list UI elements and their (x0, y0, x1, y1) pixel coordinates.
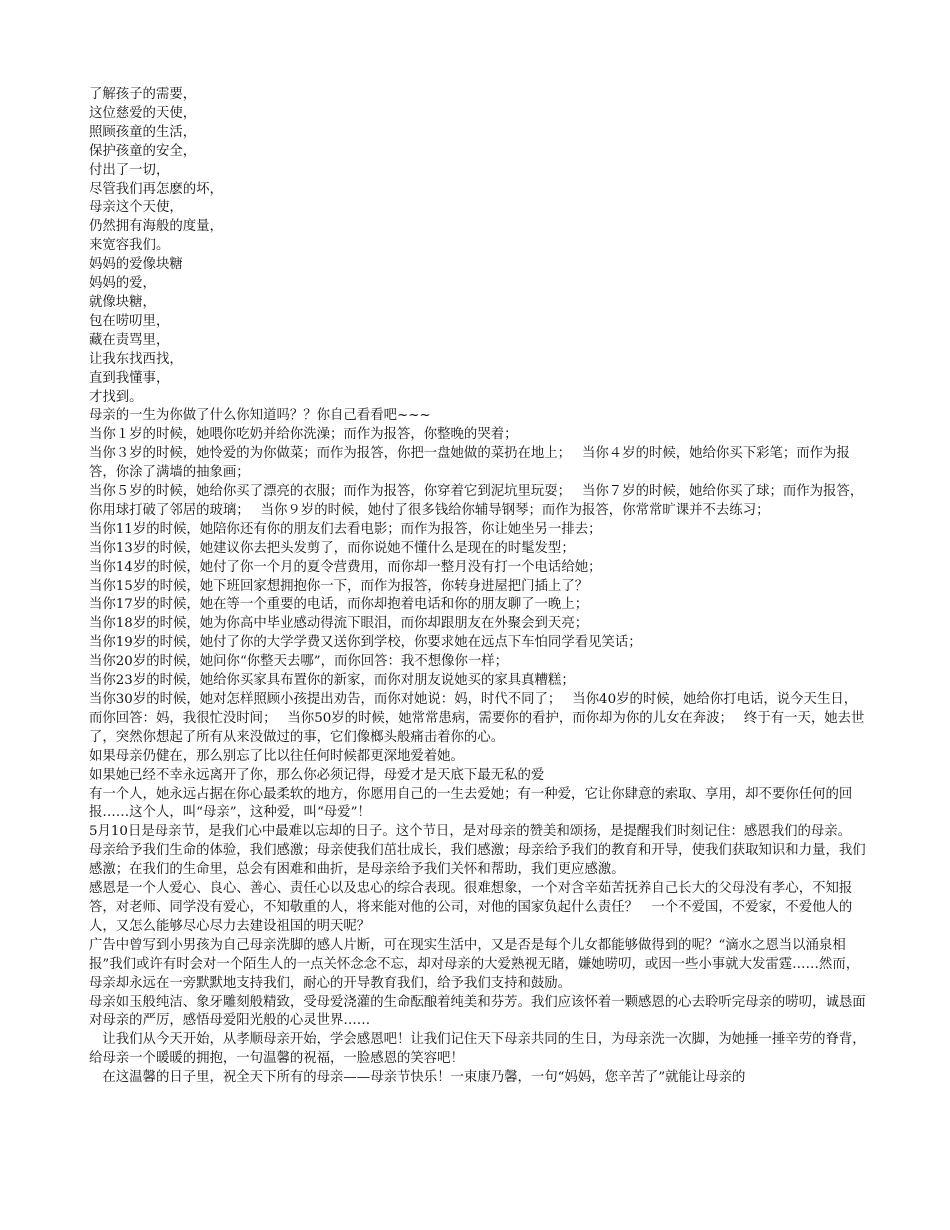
text-line: 付出了一切， (89, 162, 170, 178)
text-line: 了解孩子的需要， (89, 87, 197, 102)
text-line: 来宽容我们。 (89, 238, 170, 254)
paragraph: 感恩是一个人爱心、良心、善心、责任心以及忠心的综合表现。很难想象，一个对含辛茹苦抚养自己长大的父母没有孝心，不知报答，对老师、同学没有爱心，不知敬重的人，将来能对他的公司，对他的国家负起什么责任？ 一个不爱国，不爱家，不爱他人的人，又怎么能够尽心尽力去建设祖国的明天呢？ (89, 881, 853, 934)
text-line: 才找到。 (89, 389, 143, 405)
text-line: 保护孩童的安全， (89, 143, 197, 159)
poem-title: 妈妈的爱像块糖 (89, 257, 183, 273)
paragraph: 有一个人，她永远占据在你心最柔软的地方，你愿用自己的一生去爱她；有一种爱，它让你肆意的索取、享用，却不要你任何的回报……这个人，叫“母亲”，这种爱，叫“母爱”！ (89, 786, 853, 821)
section-heading: 母亲的一生为你做了什么你知道吗？？你自己看看吧~~~ (89, 408, 431, 424)
paragraph: 让我们从今天开始，从孝顺母亲开始，学会感恩吧！让我们记住天下母亲共同的生日，为母亲洗一次脚，为她捶一捶辛劳的脊背，给母亲一个暖暖的拥抱，一句温馨的祝福，一脸感恩的笑容吧！ (89, 1032, 866, 1067)
paragraph: 如果她已经不幸永远离开了你，那么你必须记得，母爱才是天底下最无私的爱 (89, 767, 545, 783)
paragraph: 在这温馨的日子里，祝全天下所有的母亲——母亲节快乐！一束康乃馨，一句“妈妈，您辛苦了”就能让母亲的 (89, 1070, 746, 1086)
paragraph: 当你３岁的时候，她怜爱的为你做菜；而作为报答，你把一盘她做的菜扔在地上； 当你４岁的时候，她给你买下彩笔；而作为报答，你涂了满墙的抽象画； (89, 446, 850, 481)
paragraph: 广告中曾写到小男孩为自己母亲洗脚的感人片断，可在现实生活中，又是否是每个儿女都能够做得到的呢？“滴水之恩当以涌泉相报”我们或许有时会对一个陌生人的一点关怀念念不忘，却对母亲的大爱熟视无睹，嫌她唠叨，或因一些小事就大发雷霆……然而，母亲却永远在一旁默默地支持我们，耐心的开导教育我们，给予我们支持和鼓励。 (89, 937, 860, 991)
text-line: 照顾孩童的生活， (89, 124, 197, 140)
text-line: 母亲这个天使， (89, 200, 183, 216)
text-line: 就像块糖， (89, 294, 156, 310)
paragraph: 当你５岁的时候，她给你买了漂亮的衣服；而作为报答，你穿着它到泥坑里玩耍； 当你７岁的时候，她给你买了球；而作为报答，你用球打破了邻居的玻璃； 当你９岁的时候，她付了很多钱给你辅导钢琴；而作为报答，你常常旷课并不去练习； (89, 484, 864, 518)
paragraph: 当你17岁的时候，她在等一个重要的电话，而你却抱着电话和你的朋友聊了一晚上； (89, 597, 589, 613)
text-line: 直到我懂事， (89, 370, 170, 386)
paragraph: 当你11岁的时候，她陪你还有你的朋友们去看电影；而作为报答，你让她坐另一排去； (89, 521, 602, 537)
paragraph: 当你19岁的时候，她付了你的大学学费又送你到学校，你要求她在远点下车怕同学看见笑话； (89, 635, 642, 651)
document-body (89, 86, 867, 1088)
paragraph: 当你23岁的时候，她给你买家具布置你的新家，而你对朋友说她买的家具真糟糕； (89, 673, 575, 689)
paragraph: 当你20岁的时候，她问你“你整天去哪”，而你回答：我不想像你一样； (89, 654, 509, 670)
text-line: 尽管我们再怎麽的坏， (89, 181, 223, 197)
paragraph: 当你18岁的时候，她为你高中毕业感动得流下眼泪，而你却跟朋友在外聚会到天亮； (89, 616, 589, 632)
text-line: 仍然拥有海般的度量， (89, 219, 223, 235)
paragraph: 当你15岁的时候，她下班回家想拥抱你一下，而作为报答，你转身进屋把门插上了？ (89, 578, 589, 594)
text-line: 妈妈的爱， (89, 276, 156, 292)
paragraph: 5月10日是母亲节，是我们心中最难以忘却的日子。这个节日，是对母亲的赞美和颂扬，是提醒我们时刻记住：感恩我们的母亲。 (89, 824, 852, 840)
text-line: 包在唠叨里， (89, 313, 170, 329)
text-line: 让我东找西找， (89, 351, 183, 367)
text-line: 这位慈爱的天使， (89, 105, 197, 121)
paragraph: 当你30岁的时候，她对怎样照顾小孩提出劝告，而你对她说：妈，时代不同了； 当你40岁的时候，她给你打电话，说今天生日，而你回答：妈，我很忙没时间； 当你50岁的时候，她常常患病，需要你的看护，而你却为你的儿女在奔波； 终于有一天，她去世了，突然你想起了所有从来没做过的事，它们像榔头般痛击着你的心。 (89, 692, 865, 745)
paragraph: 当你14岁的时候，她付了你一个月的夏令营费用，而你却一整月没有打一个电话给她； (89, 559, 602, 575)
text-line: 藏在责骂里， (89, 332, 170, 348)
paragraph: 母亲如玉般纯洁、象牙雕刻般精致，受母爱浇灌的生命酝酿着纯美和芬芳。我们应该怀着一颗感恩的心去聆听完母亲的唠叨，诚恳面对母亲的严厉，感悟母爱阳光般的心灵世界…… (89, 994, 866, 1029)
paragraph: 当你１岁的时候，她喂你吃奶并给你洗澡；而作为报答，你整晚的哭着； (89, 427, 518, 443)
paragraph: 母亲给予我们生命的体验，我们感激；母亲使我们茁壮成长，我们感激；母亲给予我们的教育和开导，使我们获取知识和力量，我们感激；在我们的生命里，总会有困难和曲折，是母亲给予我们关怀和帮助，我们更应感激。 (89, 843, 866, 878)
paragraph: 如果母亲仍健在，那么别忘了比以往任何时候都更深地爱着她。 (89, 748, 464, 764)
paragraph: 当你13岁的时候，她建议你去把头发剪了，而你说她不懂什么是现在的时髦发型； (89, 540, 575, 556)
